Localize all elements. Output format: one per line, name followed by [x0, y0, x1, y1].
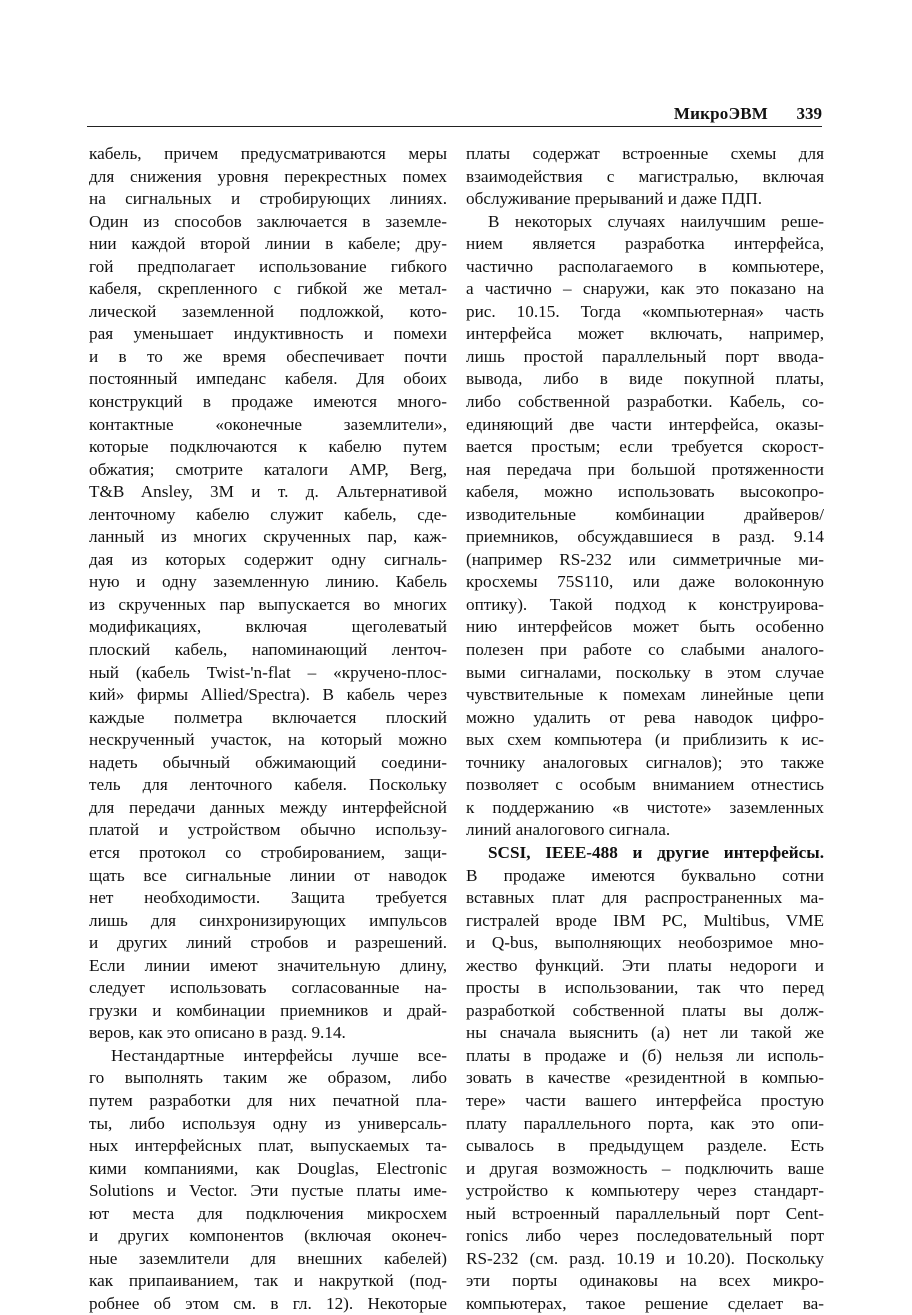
text-line: нескрученный участок, на который можно [89, 729, 447, 752]
text-line: либо собственной разработки. Кабель, со- [466, 391, 824, 414]
text-line: кий» фирмы Allied/Spectra). В кабель через [89, 684, 447, 707]
text-line: нием является разработка интерфейса, [466, 233, 824, 256]
text-line: рая уменьшает индуктивность и помехи [89, 323, 447, 346]
text-line: лишь простой параллельный порт ввода- [466, 346, 824, 369]
text-line: лической заземленной подложкой, кото- [89, 301, 447, 324]
text-line: го выполнять таким же образом, либо [89, 1067, 447, 1090]
text-line: путем разработки для них печатной пла- [89, 1090, 447, 1113]
text-line: просты в использовании, так что перед [466, 977, 824, 1000]
text-line: каждые полметра включается плоский [89, 707, 447, 730]
text-line: ланный из многих скрученных пар, каж- [89, 526, 447, 549]
text-line: выми сигналами, поскольку в этом случае [466, 662, 824, 685]
text-line: веров, как это описано в разд. 9.14. [89, 1022, 447, 1045]
text-line: Один из способов заключается в заземле- [89, 211, 447, 234]
text-line: вставных плат для распространенных ма- [466, 887, 824, 910]
text-line: гистралей вроде IBM PC, Multibus, VME [466, 910, 824, 933]
text-line: платой и устройством обычно использу- [89, 819, 447, 842]
paragraph [89, 143, 447, 1045]
text-line: сывалось в предыдущем разделе. Есть [466, 1135, 824, 1158]
text-line: полезен при работе со слабыми аналого- [466, 639, 824, 662]
text-line: частично располагаемого в компьютере, [466, 256, 824, 279]
text-line: В некоторых случаях наилучшим реше- [466, 211, 824, 234]
text-line: вается простым; если требуется скорост- [466, 436, 824, 459]
right-column [466, 143, 824, 1315]
text-line: ный (кабель Twist-'n-flat – «кручено-плос- [89, 662, 447, 685]
text-line: оптику). Такой подход к конструирова- [466, 594, 824, 617]
text-line: следует использовать согласованные на- [89, 977, 447, 1000]
text-line: как припаиванием, так и накруткой (под- [89, 1270, 447, 1293]
text-line: а частично – снаружи, как это показано на [466, 278, 824, 301]
text-line: тере» части вашего интерфейса простую [466, 1090, 824, 1113]
text-line: гой предполагает использование гибкого [89, 256, 447, 279]
text-line: и в то же время обеспечивает почти [89, 346, 447, 369]
text-line: кими компаниями, как Douglas, Electronic [89, 1158, 447, 1181]
paragraph [466, 211, 824, 842]
text-line: ется протокол со стробированием, защи- [89, 842, 447, 865]
text-line: интерфейса может включать, например, [466, 323, 824, 346]
text-line: можно удалить от рева наводок цифро- [466, 707, 824, 730]
text-line: к поддержанию «в чистоте» заземленных [466, 797, 824, 820]
text-line: RS-232 (см. разд. 10.19 и 10.20). Поскольку [466, 1248, 824, 1271]
text-line: зовать в качестве «резидентной в компью- [466, 1067, 824, 1090]
text-line: которые подключаются к кабелю путем [89, 436, 447, 459]
text-line: линий аналогового сигнала. [466, 819, 824, 842]
text-line: (например RS-232 или симметричные ми- [466, 549, 824, 572]
text-line: позволяет с особым вниманием отнестись [466, 774, 824, 797]
text-line: плату параллельного порта, как это опи- [466, 1113, 824, 1136]
text-line: рис. 10.15. Тогда «компьютерная» часть [466, 301, 824, 324]
text-line: и другая возможность – подключить ваше [466, 1158, 824, 1181]
text-line: Solutions и Vector. Эти пустые платы име- [89, 1180, 447, 1203]
text-line: кабель, причем предусматриваются меры [89, 143, 447, 166]
text-line: ronics либо через последовательный порт [466, 1225, 824, 1248]
text-line: изводительные комбинации драйверов/ [466, 504, 824, 527]
text-line: конструкций в продаже имеются много- [89, 391, 447, 414]
text-line: ны сначала выяснить (а) нет ли такой же [466, 1022, 824, 1045]
paragraph [466, 143, 824, 211]
text-line: постоянный импеданс кабеля. Для обоих [89, 368, 447, 391]
text-line: из скрученных пар выпускается во многих [89, 594, 447, 617]
text-line: обслуживание прерываний и даже ПДП. [466, 188, 824, 211]
running-title: МикроЭВМ [674, 104, 768, 124]
text-line: вых схем компьютера (и приблизить к ис- [466, 729, 824, 752]
text-line: обжатия; смотрите каталоги AMP, Berg, [89, 459, 447, 482]
text-line: нет необходимости. Защита требуется [89, 887, 447, 910]
text-line: тель для ленточного кабеля. Поскольку [89, 774, 447, 797]
text-line: кросхемы 75S110, или даже волоконную [466, 571, 824, 594]
text-line: и Q-bus, выполняющих необозримое мно- [466, 932, 824, 955]
page-header [87, 104, 822, 127]
text-line: платы в продаже и (б) нельзя ли исполь- [466, 1045, 824, 1068]
text-line [466, 842, 824, 865]
text-line: компьютерах, такое решение сделает ва- [466, 1293, 824, 1315]
text-line: ная передача при большой протяженности [466, 459, 824, 482]
section-paragraph [466, 842, 824, 865]
paragraph [466, 865, 824, 1315]
text-line: В продаже имеются буквально сотни [466, 865, 824, 888]
text-line: вывода, либо в виде покупной платы, [466, 368, 824, 391]
text-line: грузки и комбинации приемников и драй- [89, 1000, 447, 1023]
left-column [89, 143, 447, 1315]
text-line: чувствительные к помехам линейные цепи [466, 684, 824, 707]
text-line: для передачи данных между интерфейсной [89, 797, 447, 820]
text-line: эти порты одинаковы на всех микро- [466, 1270, 824, 1293]
text-line: ленточному кабелю служит кабель, сде- [89, 504, 447, 527]
text-line: контактные «оконечные заземлители», [89, 414, 447, 437]
text-line: приемников, обсуждавшиеся в разд. 9.14 [466, 526, 824, 549]
text-line: дая из которых содержит одну сигналь- [89, 549, 447, 572]
page-number: 339 [797, 104, 823, 124]
text-line: Нестандартные интерфейсы лучше все- [89, 1045, 447, 1068]
text-line: платы содержат встроенные схемы для [466, 143, 824, 166]
paragraph [89, 1045, 447, 1315]
text-line: кабеля, скрепленного с гибкой же метал- [89, 278, 447, 301]
text-line: и других компонентов (включая оконеч- [89, 1225, 447, 1248]
text-line: щать все сигнальные линии от наводок [89, 865, 447, 888]
text-line: единяющий две части интерфейса, оказы- [466, 414, 824, 437]
text-line: точнику аналоговых сигналов); это также [466, 752, 824, 775]
text-line: взаимодействия с магистралью, включая [466, 166, 824, 189]
text-line: на сигнальных и стробирующих линиях. [89, 188, 447, 211]
section-heading: SCSI, IEEE-488 и другие интерфейсы. [488, 843, 824, 862]
text-line: нии каждой второй линии в кабеле; дру- [89, 233, 447, 256]
text-line: для снижения уровня перекрестных помех [89, 166, 447, 189]
text-line: ных интерфейсных плат, выпускаемых та- [89, 1135, 447, 1158]
text-line: надеть обычный обжимающий соедини- [89, 752, 447, 775]
text-line: плоский кабель, напоминающий ленточ- [89, 639, 447, 662]
text-line: робнее об этом см. в гл. 12). Некоторые [89, 1293, 447, 1315]
text-line: ные заземлители для внешних кабелей) [89, 1248, 447, 1271]
text-line: Если линии имеют значительную длину, [89, 955, 447, 978]
text-line: кабеля, можно использовать высокопро- [466, 481, 824, 504]
text-line: разработкой собственной платы вы долж- [466, 1000, 824, 1023]
text-line: устройство к компьютеру через стандарт- [466, 1180, 824, 1203]
text-line: ют места для подключения микросхем [89, 1203, 447, 1226]
text-line: ты, либо используя одну из универсаль- [89, 1113, 447, 1136]
text-line: T&B Ansley, 3M и т. д. Альтернативой [89, 481, 447, 504]
text-line: лишь для синхронизирующих импульсов [89, 910, 447, 933]
text-line: ную и одну заземленную линию. Кабель [89, 571, 447, 594]
text-line: модификациях, включая щеголеватый [89, 616, 447, 639]
text-line: нию интерфейсов может быть особенно [466, 616, 824, 639]
text-line: и другиx линий стробов и разрешений. [89, 932, 447, 955]
text-line: ный встроенный параллельный порт Cent- [466, 1203, 824, 1226]
text-line: жество функций. Эти платы недороги и [466, 955, 824, 978]
